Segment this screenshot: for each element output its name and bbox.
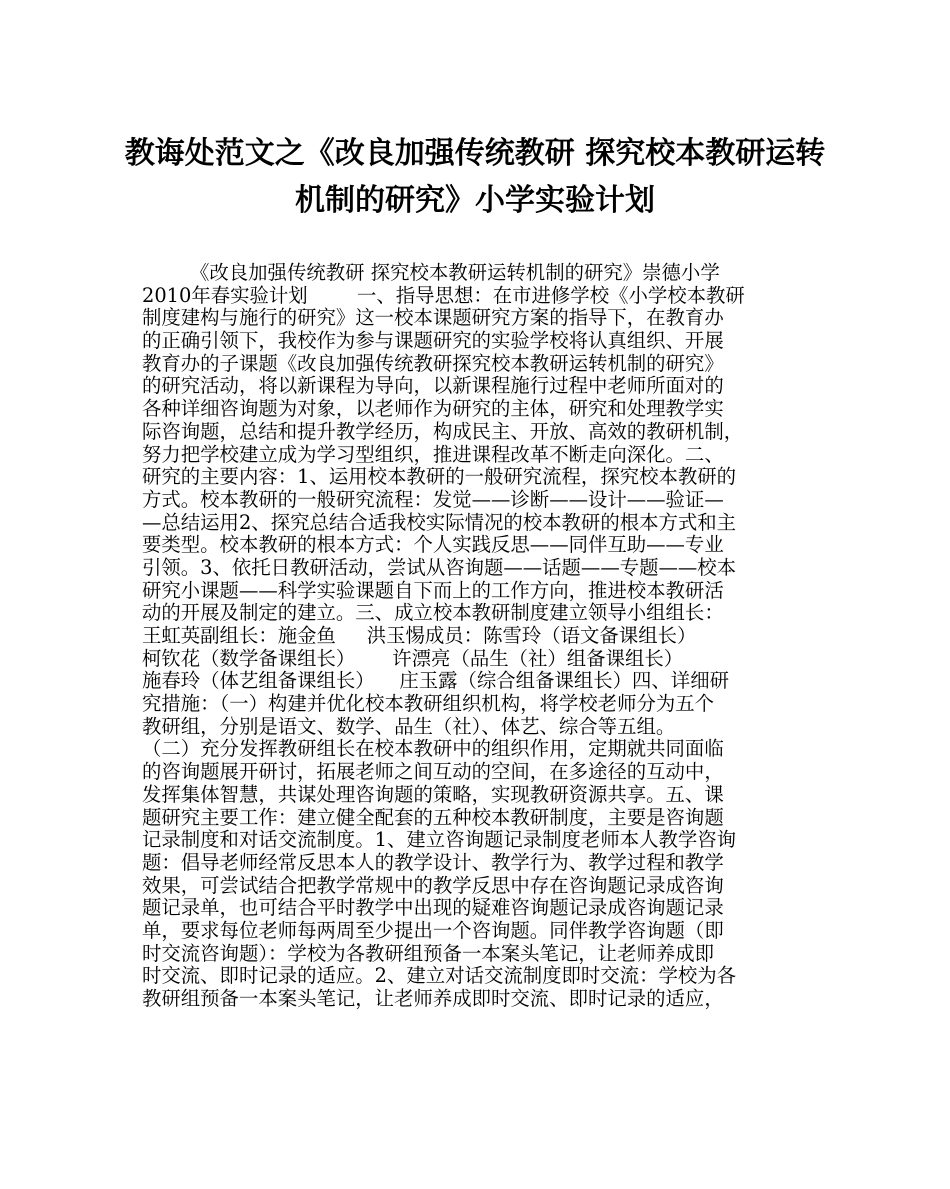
body-line: 王虹英副组长：施金鱼 洪玉惕成员：陈雪玲（语文备课组长） bbox=[142, 625, 697, 647]
body-line: 题记录单，也可结合平时教学中出现的疑难咨询题记录成咨询题记录 bbox=[142, 897, 724, 920]
document-title-line-1: 教诲处范文之《改良加强传统教研 探究校本教研运转 bbox=[124, 136, 826, 171]
body-line: 题研究主要工作：建立健全配套的五种校本教研制度，主要是咨询题 bbox=[142, 806, 724, 829]
body-line: 要类型。校本教研的根本方式：个人实践反思——同伴互助——专业 bbox=[142, 534, 724, 557]
body-line: （二）充分发挥教研组长在校本教研中的组织作用，定期就共同面临 bbox=[142, 738, 724, 761]
body-line: 教研组，分别是语文、数学、品生（社）、体艺、综合等五组。 bbox=[142, 715, 676, 738]
body-line: 时交流、即时记录的适应。2、建立对话交流制度即时交流：学校为各 bbox=[142, 965, 737, 988]
body-line: 际咨询题，总结和提升教学经历，构成民主、开放、高效的教研机制， bbox=[142, 420, 744, 443]
body-line: 动的开展及制定的建立。三、成立校本教研制度建立领导小组组长： bbox=[142, 602, 724, 625]
body-line: 的研究活动，将以新课程为导向，以新课程施行过程中老师所面对的 bbox=[142, 375, 724, 398]
body-line: 记录制度和对话交流制度。1、建立咨询题记录制度老师本人教学咨询 bbox=[142, 829, 737, 852]
body-line: 各种详细咨询题为对象，以老师作为研究的主体，研究和处理教学实 bbox=[142, 398, 724, 421]
body-line: 发挥集体智慧，共谋处理咨询题的策略，实现教研资源共享。五、课 bbox=[142, 783, 724, 806]
body-line: 《改良加强传统教研 探究校本教研运转机制的研究》崇德小学 bbox=[190, 262, 720, 284]
body-line: 时交流咨询题）：学校为各教研组预备一本案头笔记，让老师养成即 bbox=[142, 942, 715, 965]
body-line: 究措施：（一）构建并优化校本教研组织机构，将学校老师分为五个 bbox=[142, 693, 715, 716]
body-line: 研究小课题——科学实验课题自下而上的工作方向，推进校本教研活 bbox=[142, 579, 724, 602]
body-line: 的咨询题展开研讨，拓展老师之间互动的空间，在多途径的互动中， bbox=[142, 761, 724, 784]
body-line: 教育办的子课题《改良加强传统教研探究校本教研运转机制的研究》 bbox=[142, 352, 724, 375]
body-line: 努力把学校建立成为学习型组织，推进课程改革不断走向深化。二、 bbox=[142, 443, 724, 466]
body-line: 2010年春实验计划 一、指导思想：在市进修学校《小学校本教研 bbox=[142, 284, 745, 307]
body-line: —总结运用2、探究总结合适我校实际情况的校本教研的根本方式和主 bbox=[142, 511, 737, 534]
body-line: 方式。校本教研的一般研究流程：发觉——诊断——设计——验证— bbox=[142, 488, 724, 511]
body-line: 的正确引领下，我校作为参与课题研究的实验学校将认真组织、开展 bbox=[142, 330, 724, 353]
body-line: 柯钦花（数学备课组长） 许漂亮（品生（社）组备课组长） bbox=[142, 647, 684, 670]
document-title-line-2: 机制的研究》小学实验计划 bbox=[295, 183, 655, 218]
body-line: 题：倡导老师经常反思本人的教学设计、教学行为、教学过程和教学 bbox=[142, 851, 724, 874]
body-line: 制度建构与施行的研究》这一校本课题研究方案的指导下，在教育办 bbox=[142, 307, 724, 330]
body-line: 引领。3、依托日教研活动，尝试从咨询题——话题——专题——校本 bbox=[142, 556, 737, 579]
document-body bbox=[142, 262, 832, 1011]
body-line: 效果，可尝试结合把教学常规中的教学反思中存在咨询题记录成咨询 bbox=[142, 874, 724, 897]
body-line: 教研组预备一本案头笔记，让老师养成即时交流、即时记录的适应， bbox=[142, 988, 724, 1010]
body-line: 研究的主要内容：1、运用校本教研的一般研究流程，探究校本教研的 bbox=[142, 466, 737, 489]
body-line: 施春玲（体艺组备课组长） 庄玉露（综合组备课组长）四、详细研 bbox=[142, 670, 729, 693]
body-line: 单，要求每位老师每两周至少提出一个咨询题。同伴教学咨询题（即 bbox=[142, 919, 724, 942]
